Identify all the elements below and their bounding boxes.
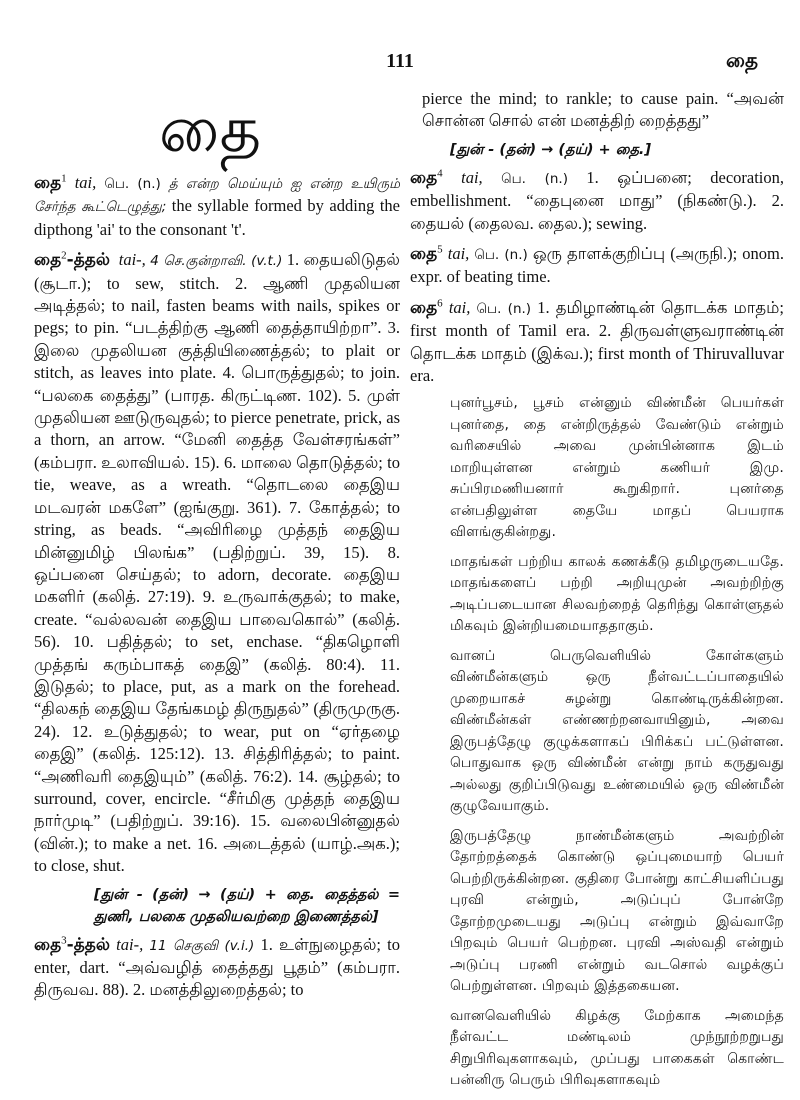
continued-senses: pierce the mind; to rankle; to cause pain. “அவன் சொன்ன சொல் என் மனத்திற் றைத்தது” (422, 89, 784, 131)
headword: தை (410, 244, 438, 265)
entry-senses: 1. உள்நுழைதல்; to enter, dart. “அவ்வழித் தைத்தது பூதம்” (கம்பரா. திருவவ. 88). 2. மனத்திலுறைத்தல்; to (34, 934, 401, 1000)
dictionary-entry-1 (34, 172, 400, 241)
entry-senses: 1. தையலிடுதல் (சூடா.); to sew, stitch. 2. ஆணி முதலியன அடித்தல்; to nail, fasten beams with nails, spikes or pegs; to pin. “படத்திற்கு ஆணி தைத்தாயிற்றா”. 3. இலை முதலியன குத்தியிணைத்தல்; to plait or stitch, as leaves into plate. 4. பொருத்துதல்; to join. “பலகை தைத்து” (பாரத. கிருட்டிண. 102). 5. முள் முதலியன ஊடுருவுதல்; to pierce penetrate, prick, as a thorn, an arrow. “மேனி தைத்த வேள்சரங்கள்” (கம்பரா. உலாவியல். 15). 6. மாலை தொடுத்தல்; to tie, weave, as a wreath. “தொடலை தைஇய மடவரன் மகளே” (ஐங்குறு. 361). 7. கோத்தல்; to string, as beads. “அவிரிழை முத்தந் தைஇய மின்னுமிழ் பிலங்க” (பதிற்றுப். 39, 15). 8. ஒப்பனை செய்தல்; to adorn, decorate. தைஇய மகளிர் (கலித். 27:19). 9. உருவாக்குதல்; to make, create. “வல்லவன் தைஇய பாவைகொல்” (கலித். 56). 10. பதித்தல்; to set, enchase. “திகழொளி முத்தங் கரும்பாகத் தைஇ” (கலித். 80:4). 11. இடுதல்; to place, put, as a mark on the forehead. “திலகந் தைஇய தேங்கமழ் திருநுதல்” (திருமுருகு. 24). 12. உடுத்துதல்; to wear, put on “ஏர்தழை தைஇ” (கலித். 125:12). 13. சித்திரித்தல்; to paint. “அணிவரி தைஇயும்” (கலித். 76:2). 14. சூழ்தல்; to surround, cover, encircle. “சீர்மிகு முத்தந் தைஇய நார்முடி” (பதிற்றுப். 39:16). 15. வலைபின்னுதல் (வின்.); to make a net. 16. அடைத்தல் (யாழ்.அக.); to close, shut. (34, 250, 401, 876)
dictionary-entry-3 (34, 934, 400, 1002)
sense-number: 3 (61, 934, 67, 947)
right-column (410, 88, 784, 1100)
entry-senses: 1. தமிழாண்டின் தொடக்க மாதம்; first month of Tamil era. 2. திருவள்ளுவராண்டின் தொடக்க மாதம் (இக்வ.); first month of Thiruvalluvar era. (410, 297, 785, 386)
headword-suffix: -த்தல் (66, 250, 110, 271)
sense-number: 5 (437, 243, 443, 256)
headword: தை (410, 297, 438, 318)
part-of-speech: பெ. (n.) (501, 170, 568, 187)
headword-suffix: -த்தல் (66, 934, 110, 955)
transliteration: tai, (448, 297, 471, 317)
grammar-label: 4 செ.குன்றாவி. (v.t.) (150, 253, 283, 270)
part-of-speech: பெ. (n.) (476, 300, 532, 317)
dictionary-entry-5 (410, 243, 784, 289)
transliteration: tai, (447, 244, 470, 264)
headword: தை (34, 250, 62, 271)
headword: தை (410, 167, 438, 188)
transliteration: tai-, (116, 934, 144, 954)
etymology: [துன் - (தன்) → (தய்) + தை.] (450, 141, 652, 158)
explanatory-note-paragraph: மாதங்கள் பற்றிய காலக் கணக்கீடு தமிழருடையதே. மாதங்களைப் பற்றி அறியுமுன் அவற்றிற்கு அடிப்படையான சிலவற்றைத் தெரிந்து கொள்ளுதல் மிகவும் இன்றியமையாததாகும். (450, 553, 784, 635)
headword: தை (34, 173, 62, 193)
grammar-label: 11 செகுவி (v.i.) (149, 937, 255, 954)
sense-number: 6 (437, 297, 443, 310)
part-of-speech: பெ. (n.) (104, 176, 161, 192)
sense-number: 4 (437, 167, 443, 180)
dictionary-entry-2 (34, 249, 400, 877)
explanatory-note-paragraph: வானப் பெருவெளியில் கோள்களும் விண்மீன்களும் ஒரு நீள்வட்டப்பாதையில் முறையாகச் சுழன்று கொண்டிருக்கின்றன. விண்மீன்கள் எண்ணற்றனவாயினும், அவை இருபத்தேழு குழுக்களாகப் பிரிக்கப் பட்டுள்ளன. பொதுவாக ஒரு விண்மீன் என்று நாம் கருதுவது அல்லது குறிப்பிடுவது உண்மையில் ஒரு விண்மீன் குழுவேயாகும். (450, 647, 784, 815)
dictionary-entry-4 (410, 167, 784, 235)
transliteration: tai, (461, 167, 483, 187)
tamil-definition: த் என்ற மெய்யும் ஐ என்ற உயிரும் சேர்ந்த கூட்டெழுத்து; (34, 176, 400, 216)
left-column (34, 172, 400, 1002)
sense-number: 1 (61, 172, 67, 185)
etymology: [துன் - (தன்) → (தய்) + தை. தைத்தல் = துணி, பலகை முதலியவற்றை இணைத்தல்] (94, 886, 400, 925)
transliteration: tai-, (118, 250, 146, 270)
entry-senses: ஒரு தாளக்குறிப்பு (அருநி.); onom. expr. of beating time. (410, 244, 784, 287)
headword: தை (34, 934, 62, 955)
part-of-speech: பெ. (n.) (474, 247, 528, 264)
transliteration: tai, (74, 173, 97, 192)
dictionary-entry-6 (410, 297, 784, 388)
explanatory-note-paragraph: இருபத்தேழு நாண்மீன்களும் அவற்றின் தோற்றத்தைக் கொண்டு ஒப்புமையாற் பெயர் பெற்றிருக்கின்றன. குதிரை போன்று காட்சியளிப்பது புரவி என்றும், அடுப்புப் போன்றே தோற்றமுடையது அடுப்பு என்றும் இவ்வாறே பிறவும் பெயர் பெற்றன. புரவி அஸ்வதி என்றும் அடுப்பு பரணி என்றும் வடசொல் வழக்குப் பெற்றுள்ளன. பிறவும் இத்தகையன. (450, 827, 784, 995)
page-number: 111 (386, 50, 414, 72)
entry-continuation (410, 88, 784, 133)
explanatory-note-paragraph: வானவெளியில் கிழக்கு மேற்காக அமைந்த நீள்வட்ட மண்டிலம் முந்நூற்றறுபது சிறுபிரிவுகளாகவும், முப்பது பாகைகள் கொண்ட பன்னிரு பெரும் பிரிவுகளாகவும் (450, 1007, 784, 1089)
explanatory-note-paragraph: புனர்பூசம், பூசம் என்னும் விண்மீன் பெயர்கள் புனர்தை, தை என்றிருத்தல் வேண்டும் என்றும் வரிசையில் அவை முன்பின்னாக இடம் மாறியுள்ளன என்றும் கணியர் இமு. சுப்பிரமணியனார் கூறுகிறார். புனர்தை என்பதிலுள்ள தையே மாதப் பெயராக விளங்குகின்றது. (450, 395, 784, 541)
english-definition: the syllable formed by adding the dipthong 'ai' to the consonant 't'. (34, 196, 400, 239)
running-head: தை (726, 48, 758, 72)
sense-number: 2 (61, 249, 67, 262)
section-letter-heading: தை (158, 93, 262, 167)
entry-senses: 1. ஒப்பனை; decoration, embellishment. “தைபுனை மாது” (நிகண்டு.). 2. தையல் (தைலவ. தைல.); sewing. (410, 167, 785, 233)
